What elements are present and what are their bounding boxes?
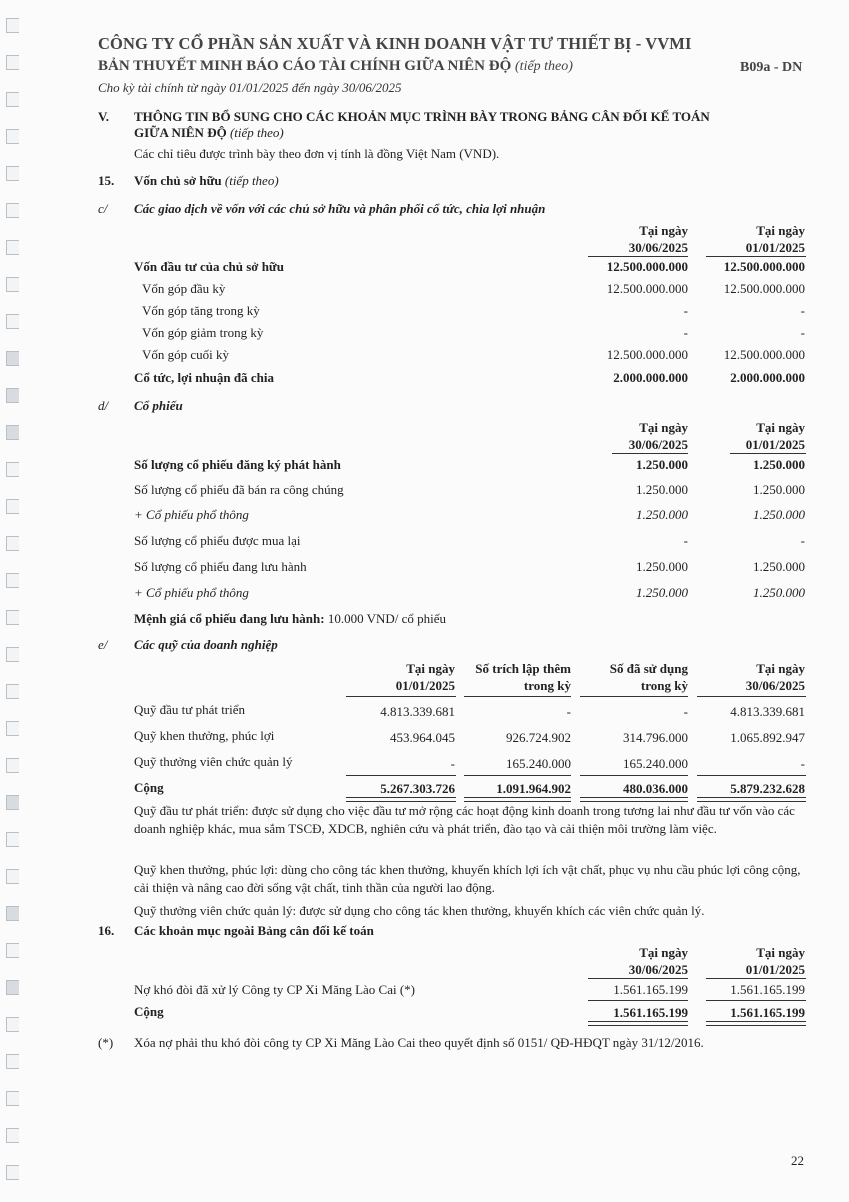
table-cell: 1.250.000 [636,507,688,522]
table-row-label: + Cổ phiếu phổ thông [134,585,249,600]
table-cell: - [566,704,571,719]
table-cell: 1.561.165.199 [730,982,805,997]
table-cell: 4.813.339.681 [730,704,805,719]
table-cell: 1.250.000 [753,457,805,472]
table-row-label: Vốn góp cuối kỳ [142,347,230,362]
form-code: B09a - DN [740,60,803,75]
e-col-header-4: Tại ngày 30/06/2025 [745,661,805,693]
table-row-label: Vốn góp đầu kỳ [142,281,226,296]
item-16-number: 16. [98,923,115,938]
e-col-header-3: Số đã sử dụng trong kỳ [609,661,688,693]
subsection-d-label: d/ [98,398,109,413]
currency-note: Các chỉ tiêu được trình bày theo đơn vị tính là đồng Việt Nam (VND). [134,146,500,161]
table-cell: 1.250.000 [636,457,688,472]
section-title-line2: GIỮA NIÊN ĐỘ (tiếp theo) [134,125,284,140]
page-number: 22 [791,1153,804,1168]
table-cell: 2.000.000.000 [613,370,688,385]
table-row-label: Số lượng cổ phiếu đăng ký phát hành [134,457,341,472]
table-cell: 453.964.045 [390,730,455,745]
table-cell: 12.500.000.000 [606,259,688,274]
subsection-d-title: Cổ phiếu [134,398,183,413]
table-row-label: Nợ khó đòi đã xử lý Công ty CP Xi Măng Lào Cai (*) [134,982,416,997]
subsection-c-title: Các giao dịch về vốn với các chủ sở hữu và phân phối cổ tức, chia lợi nhuận [134,201,546,216]
d-col-header-1: Tại ngày 30/06/2025 [628,420,688,452]
table-cell: 12.500.000.000 [723,281,805,296]
table-cell: 165.240.000 [623,756,688,771]
table-cell: 1.250.000 [753,507,805,522]
section-number: V. [98,109,109,124]
c-col-header-1: Tại ngày 30/06/2025 [628,223,688,255]
table-row-label: Số lượng cổ phiếu được mua lại [134,533,301,548]
table-row-label: Số lượng cổ phiếu đã bán ra công chúng [134,482,344,497]
e-col-header-1: Tại ngày 01/01/2025 [395,661,455,693]
table-total-cell: 5.267.303.726 [380,781,455,796]
table-cell: - [683,704,688,719]
table-cell: 1.250.000 [753,559,805,574]
table-total-cell: 480.036.000 [623,781,688,796]
footnote-mark: (*) [98,1035,114,1050]
table-row-label: + Cổ phiếu phổ thông [134,507,249,522]
item-15-title: Vốn chủ sở hữu (tiếp theo) [134,173,279,188]
table-row-label: Quỹ thưởng viên chức quản lý [134,754,293,769]
table-cell: - [450,756,455,771]
table-row-label: Quỹ khen thưởng, phúc lợi [134,728,275,743]
subsection-e-label: e/ [98,637,108,652]
report-period: Cho kỳ tài chính từ ngày 01/01/2025 đến ngày 30/06/2025 [98,80,402,95]
par-value-line: Mệnh giá cổ phiếu đang lưu hành: 10.000 VND/ cổ phiếu [134,611,447,626]
table-cell: 926.724.902 [506,730,571,745]
table-total-cell: 1.561.165.199 [730,1005,805,1020]
table-cell: 12.500.000.000 [606,347,688,362]
table-total-cell: 1.091.964.902 [496,781,571,796]
table-cell: 1.561.165.199 [613,982,688,997]
footnote-text: Xóa nợ phải thu khó đòi công ty CP Xi Măng Lào Cai theo quyết định số 0151/ QĐ-HĐQT ngày 31/12/2016. [134,1035,704,1050]
table-cell: 2.000.000.000 [730,370,805,385]
table-row-label: Quỹ đầu tư phát triển [134,702,246,717]
table-row-label: Vốn đầu tư của chủ sở hữu [134,259,284,274]
table-cell: - [683,533,688,548]
table-cell: - [683,325,688,340]
table-cell: 1.250.000 [753,482,805,497]
subsection-c-label: c/ [98,201,108,216]
table-cell: 165.240.000 [506,756,571,771]
table-cell: 1.250.000 [636,559,688,574]
table-cell: 12.500.000.000 [606,281,688,296]
table-row-label: Vốn góp giảm trong kỳ [142,325,264,340]
table-cell: - [800,756,805,771]
table-cell: - [683,303,688,318]
e-col-header-2: Số trích lập thêm trong kỳ [475,661,571,693]
subsection-e-title: Các quỹ của doanh nghiệp [134,637,278,652]
table-row-label: Vốn góp tăng trong kỳ [142,303,260,318]
item-16-title: Các khoản mục ngoài Bảng cân đối kế toán [134,923,374,938]
table-cell: 1.250.000 [636,482,688,497]
section-title-line1: THÔNG TIN BỔ SUNG CHO CÁC KHOẢN MỤC TRÌNH BÀY TRONG BẢNG CÂN ĐỐI KẾ TOÁN [134,109,710,124]
table-cell: 4.813.339.681 [380,704,455,719]
table-row-label: Cổ tức, lợi nhuận đã chia [134,370,274,385]
s16-col-header-1: Tại ngày 30/06/2025 [628,945,688,977]
fund-note-2: Quỹ khen thưởng, phúc lợi: dùng cho công tác khen thưởng, khuyến khích lợi ích vật chất, phục vụ nhu cầu phúc lợi công cộng, cải thiện và nâng cao đời sống vật chất, tinh thần của người lao động. [134,862,801,895]
table-total-cell: 5.879.232.628 [730,781,805,796]
table-total-cell: 1.561.165.199 [613,1005,688,1020]
table-cell: 12.500.000.000 [723,259,805,274]
table-cell: - [800,303,805,318]
table-cell: - [800,533,805,548]
binder-holes [6,18,26,1202]
item-15-number: 15. [98,173,115,188]
table-total-label: Cộng [134,780,164,795]
table-cell: 314.796.000 [623,730,688,745]
s16-col-header-2: Tại ngày 01/01/2025 [745,945,805,977]
c-col-header-2: Tại ngày 01/01/2025 [745,223,805,255]
fund-note-3: Quỹ thưởng viên chức quản lý: được sử dụng cho công tác khen thưởng, khuyến khích các viên chức quản lý. [134,903,705,918]
report-title: BẢN THUYẾT MINH BÁO CÁO TÀI CHÍNH GIỮA NIÊN ĐỘ (tiếp theo) [98,58,573,74]
table-cell: 1.250.000 [636,585,688,600]
table-cell: 1.065.892.947 [730,730,805,745]
table-cell: - [800,325,805,340]
table-row-label: Số lượng cổ phiếu đang lưu hành [134,559,307,574]
d-col-header-2: Tại ngày 01/01/2025 [745,420,805,452]
table-cell: 12.500.000.000 [723,347,805,362]
table-cell: 1.250.000 [753,585,805,600]
table-total-label: Cộng [134,1004,164,1019]
company-name: CÔNG TY CỔ PHẦN SẢN XUẤT VÀ KINH DOANH VẬT TƯ THIẾT BỊ - VVMI [98,34,692,53]
fund-note-1: Quỹ đầu tư phát triển: được sử dụng cho việc đầu tư mở rộng các hoạt động kinh doanh trong tương lai như đầu tư vốn vào các doanh nghiệp khác, mua sắm TSCĐ, XDCB, nghiên cứu và phát triển, đào tạo và cải thiện môi trường làm việc. [134,803,795,836]
